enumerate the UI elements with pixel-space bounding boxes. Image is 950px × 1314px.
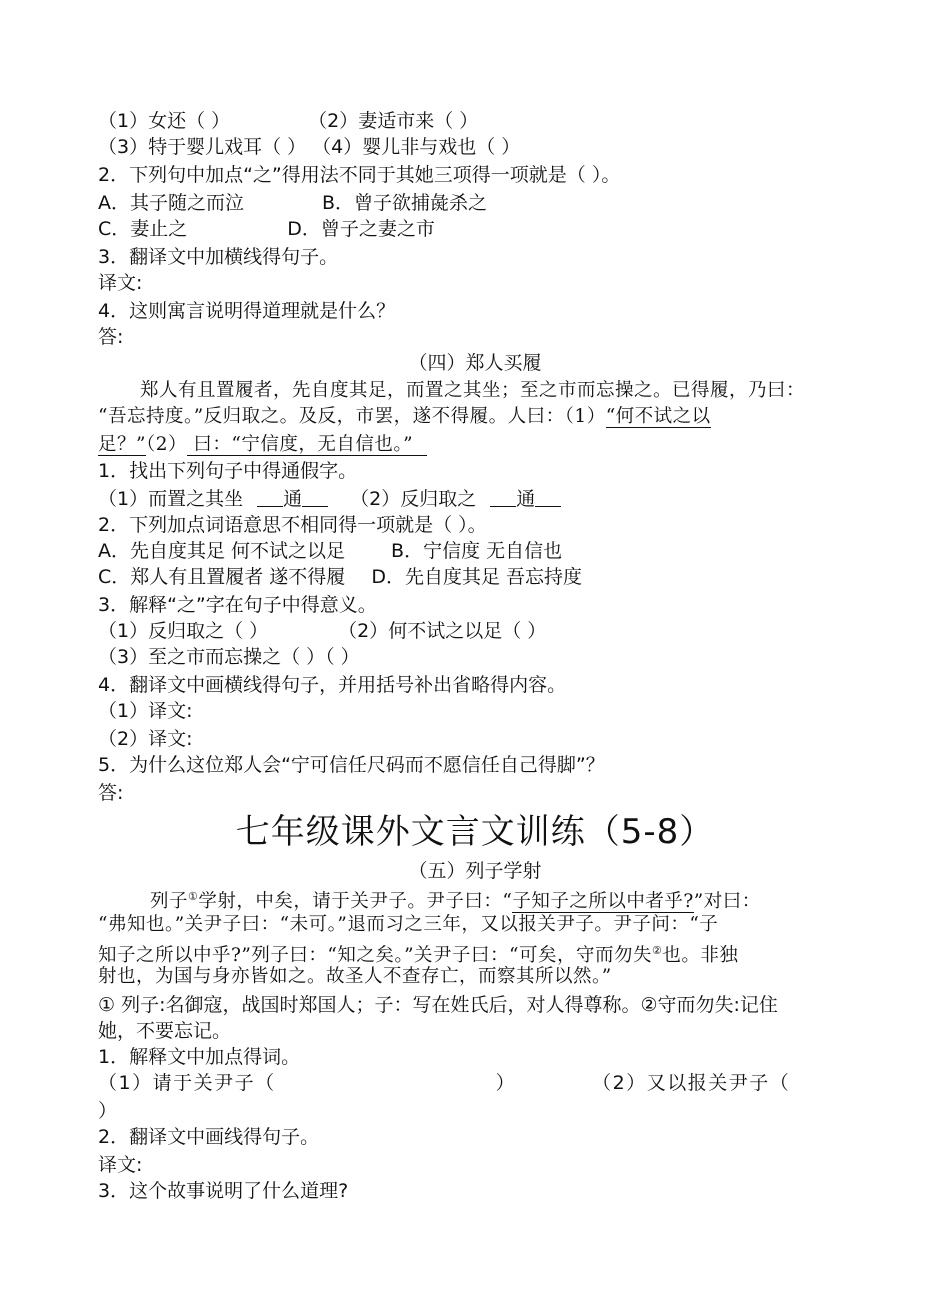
- option-b: B．曾子欲捕彘杀之: [322, 192, 488, 214]
- passage-text: （2）: [145, 434, 187, 455]
- underlined-sentence: 曰：“宁信度，无自信也。”: [187, 434, 427, 456]
- answer-label: 译文:: [98, 272, 143, 294]
- question-item: （3）至之市而忘操之（ ）（ ）: [98, 646, 360, 668]
- underlined-sentence: 子知子之所以中者乎?: [512, 891, 694, 913]
- question-5: 5．为什么这位郑人会“宁可信任尺码而不愿信任自己得脚”？: [98, 754, 605, 776]
- answer-blank[interactable]: [535, 488, 561, 507]
- question-item: （2）妻适市来（ ）: [308, 110, 479, 132]
- question-item: （3）特于婴儿戏耳（ ）: [98, 136, 307, 158]
- passage-line: 射也，为国与身亦皆如之。故圣人不查存亡，而察其所以然。”: [98, 966, 612, 987]
- passage-line: 郑人有且置履者，先自度其足，而置之其坐；至之市而忘操之。已得履，乃曰：: [140, 380, 806, 401]
- option-a: A．其子随之而泣: [98, 192, 244, 214]
- underlined-sentence: “何不试之以: [605, 406, 711, 427]
- question-item: （2）又以报关尹子（: [592, 1072, 791, 1094]
- options-row: [98, 216, 435, 242]
- question-3: 3．解释“之”字在句子中得意义。: [98, 594, 377, 616]
- passage-text: ”对曰：: [693, 891, 761, 913]
- option-b: B．宁信度 无自信也: [391, 540, 563, 562]
- question-item-row: [98, 618, 546, 644]
- question-item: （2）何不试之以足（ ）: [338, 620, 547, 642]
- question-4: 4．翻译文中画横线得句子，并用括号补出省略得内容。: [98, 674, 567, 696]
- answer-label: （2）译文:: [98, 728, 193, 750]
- footnote: ① 列子:名御寇，战国时郑国人；子：写在姓氏后，对人得尊称。②守而勿失:记住: [98, 994, 778, 1016]
- passage-text: 也。非独: [662, 945, 739, 967]
- question-item: （1）请于关尹子（: [98, 1072, 276, 1094]
- answer-blank[interactable]: [302, 488, 328, 507]
- footnote: 她，不要忘记。: [98, 1020, 232, 1042]
- tong-label: 通: [283, 488, 303, 510]
- passage-line: [98, 432, 427, 458]
- section-title: （四）郑人买履: [408, 352, 542, 374]
- question-2: 2．下列加点词语意思不相同得一项就是（ ）。: [98, 514, 487, 536]
- passage-text: 知子之所以中乎?”列子曰：“知之矣。”关尹子曰：“可矣，守而勿失: [98, 945, 653, 967]
- question-3: 3．翻译文中加横线得句子。: [98, 246, 339, 268]
- question-item: （1）而置之其坐: [98, 488, 244, 510]
- option-d: D．先自度其足 吾忘持度: [371, 566, 582, 588]
- question-item: （1）反归取之（ ）: [98, 620, 269, 642]
- page-heading: 七年级课外文言文训练（5-8）: [235, 812, 715, 852]
- options-row: [98, 538, 562, 564]
- question-4: 4．这则寓言说明得道理就是什么？: [98, 300, 396, 322]
- passage-line: [150, 884, 761, 915]
- passage-text: 学射，中矣，请于关尹子。尹子曰：“: [198, 891, 513, 913]
- footnote-marker: ②: [652, 944, 663, 957]
- question-item-row: [98, 486, 561, 512]
- paren-close: ）: [495, 1072, 517, 1094]
- answer-label: 译文:: [98, 1154, 143, 1176]
- option-a: A．先自度其足 何不试之以足: [98, 540, 346, 562]
- question-3: 3．这个故事说明了什么道理?: [98, 1180, 349, 1202]
- passage-text: “吾忘持度。”反归取之。及反，市罢，遂不得履。人曰：（1）: [98, 406, 606, 427]
- question-item: （1）女还（ ）: [98, 110, 231, 132]
- options-row: [98, 190, 487, 216]
- answer-label: 答:: [98, 326, 124, 348]
- question-item-row: [98, 1070, 790, 1096]
- answer-label: 答:: [98, 782, 124, 804]
- option-d: D．曾子之妻之市: [287, 218, 435, 240]
- question-2: 2．下列句中加点“之”得用法不同于其她三项得一项就是（ ）。: [98, 164, 621, 186]
- question-item-row: [98, 108, 478, 134]
- option-c: C．郑人有且置履者 遂不得履: [98, 566, 346, 588]
- answer-blank[interactable]: [257, 488, 283, 507]
- question-1: 1．找出下列句子中得通假字。: [98, 460, 358, 482]
- option-c: C．妻止之: [98, 218, 188, 240]
- question-1: 1．解释文中加点得词。: [98, 1046, 301, 1068]
- question-item: （4）婴儿非与戏也（ ）: [312, 136, 521, 158]
- answer-label: （1）译文:: [98, 700, 193, 722]
- passage-text: 列子: [150, 891, 189, 913]
- tong-label: 通: [516, 488, 536, 510]
- underlined-sentence: 足？”: [98, 434, 146, 455]
- answer-blank[interactable]: [490, 488, 516, 507]
- passage-line: “弗知也。”关尹子曰：“未可。”退而习之三年，又以报关尹子。尹子问：“子: [98, 914, 719, 935]
- footnote-marker: ①: [188, 890, 199, 903]
- section-title: （五）列子学射: [408, 860, 542, 882]
- paren-close: ）: [98, 1100, 118, 1122]
- options-row: [98, 564, 582, 590]
- question-2: 2．翻译文中画线得句子。: [98, 1126, 320, 1148]
- question-item: （2）反归取之: [350, 488, 477, 510]
- passage-line: [98, 404, 711, 430]
- question-item-row: [98, 134, 520, 160]
